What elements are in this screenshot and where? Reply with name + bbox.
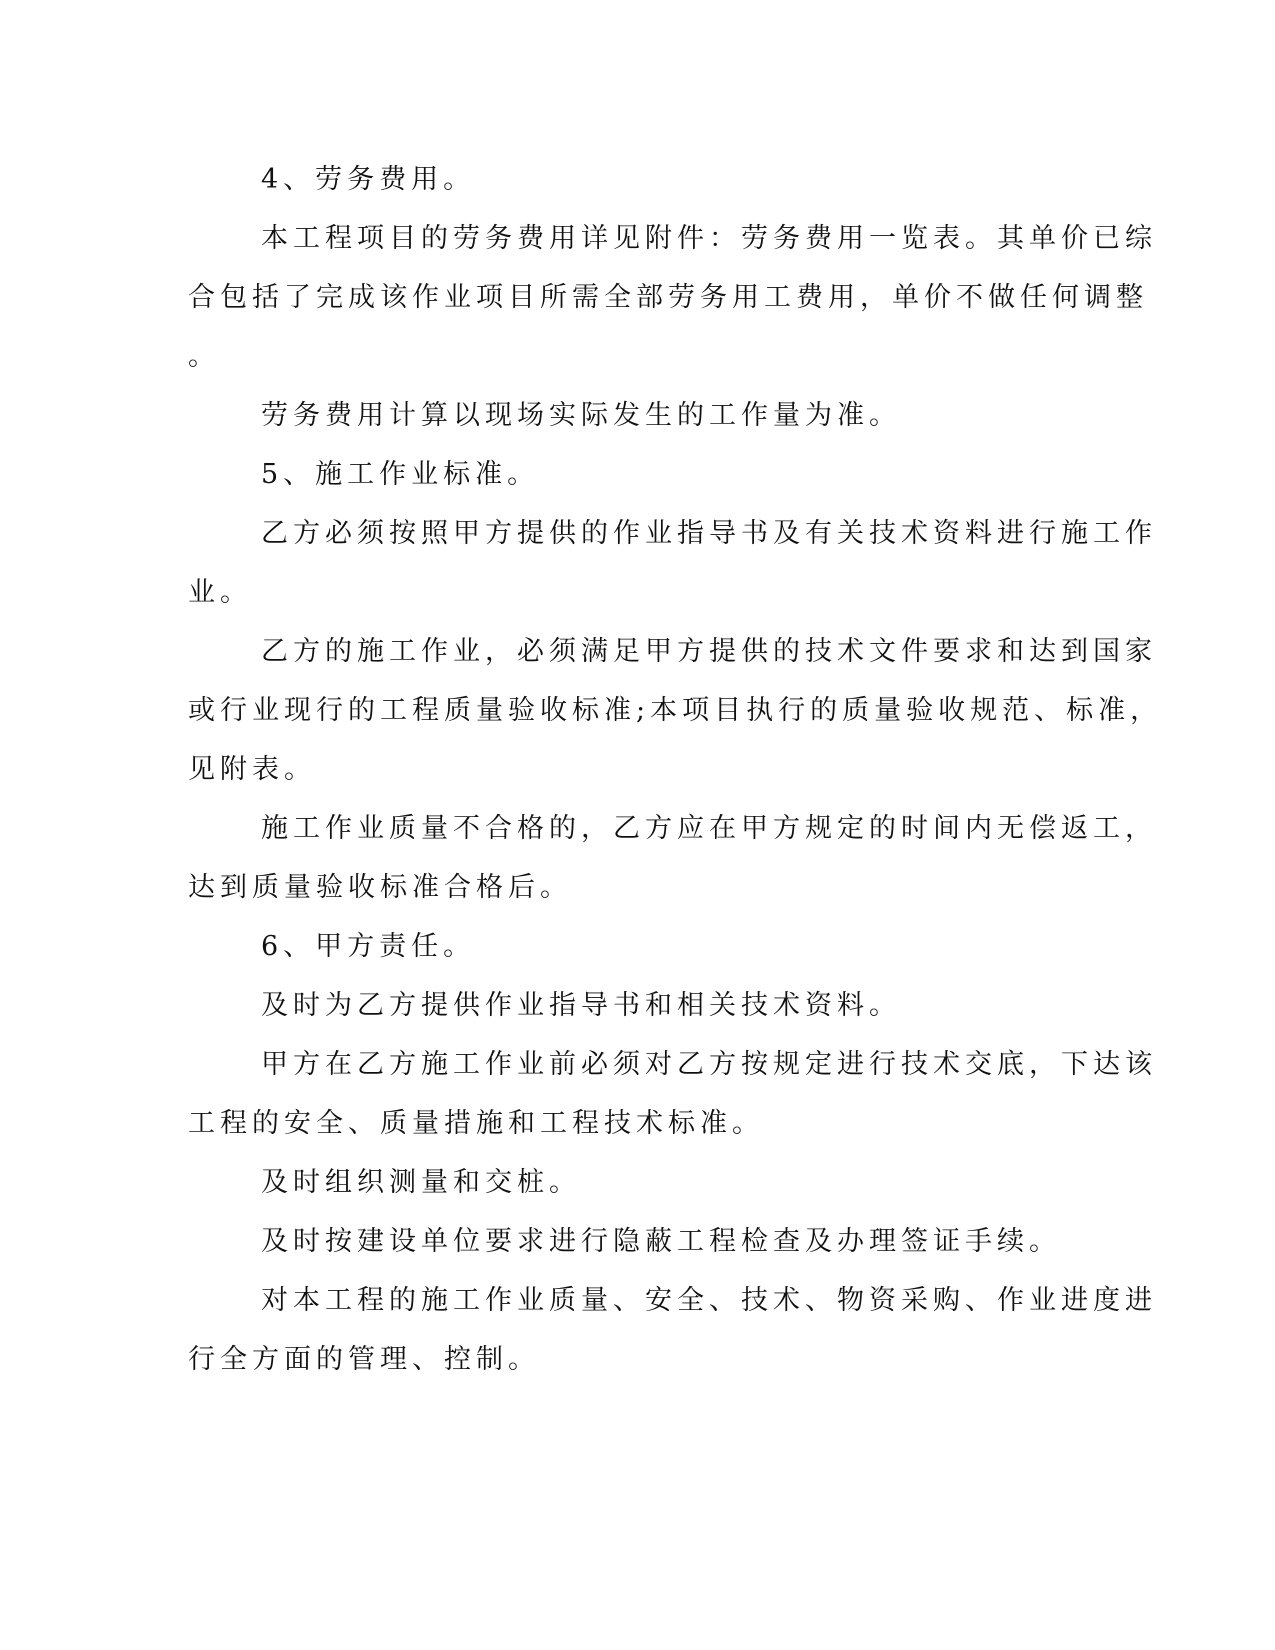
paragraph-line: 。 <box>188 341 220 372</box>
paragraph-line: 乙方的施工作业，必须满足甲方提供的技术文件要求和达到国家 <box>261 636 1157 667</box>
paragraph-line: 合包括了完成该作业项目所需全部劳务用工费用，单价不做任何调整 <box>188 282 1148 313</box>
heading-party-a-responsibility: 6、甲方责任。 <box>261 931 476 962</box>
paragraph-line: 业。 <box>188 577 252 608</box>
heading-labor-costs: 4、劳务费用。 <box>261 164 476 195</box>
paragraph-line: 甲方在乙方施工作业前必须对乙方按规定进行技术交底，下达该 <box>261 1049 1157 1080</box>
paragraph-line: 行全方面的管理、控制。 <box>188 1344 540 1375</box>
paragraph-line: 本工程项目的劳务费用详见附件：劳务费用一览表。其单价已综 <box>261 223 1157 254</box>
paragraph-line: 对本工程的施工作业质量、安全、技术、物资采购、作业进度进 <box>261 1285 1157 1316</box>
paragraph-line: 及时按建设单位要求进行隐蔽工程检查及办理签证手续。 <box>261 1226 1061 1257</box>
heading-construction-standard: 5、施工作业标准。 <box>261 459 540 490</box>
paragraph-line: 或行业现行的工程质量验收标准;本项目执行的质量验收规范、标准， <box>188 695 1163 726</box>
paragraph-line: 及时组织测量和交桩。 <box>261 1167 581 1198</box>
paragraph-line: 及时为乙方提供作业指导书和相关技术资料。 <box>261 990 901 1021</box>
paragraph-line: 施工作业质量不合格的，乙方应在甲方规定的时间内无偿返工， <box>261 813 1157 844</box>
paragraph-line: 达到质量验收标准合格后。 <box>188 872 572 903</box>
paragraph-line: 工程的安全、质量措施和工程技术标准。 <box>188 1108 764 1139</box>
paragraph-line: 乙方必须按照甲方提供的作业指导书及有关技术资料进行施工作 <box>261 518 1157 549</box>
paragraph-line: 见附表。 <box>188 754 316 785</box>
paragraph-line: 劳务费用计算以现场实际发生的工作量为准。 <box>261 400 901 431</box>
